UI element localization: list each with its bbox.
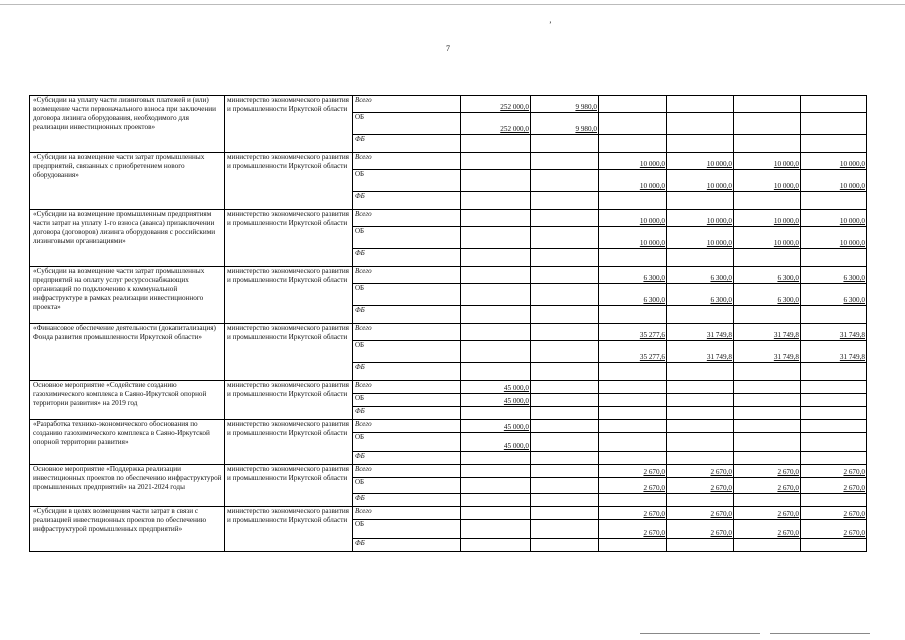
- value-cell: [734, 192, 801, 210]
- value-total: 2 670,0: [643, 468, 665, 476]
- value-regional: 6 300,0: [643, 296, 665, 304]
- funding-source: ОБ: [353, 284, 461, 306]
- responsible-org: министерство экономического развития и промышленности Иркутской области: [225, 324, 353, 381]
- value-cell: [461, 192, 531, 210]
- value-regional: 6 300,0: [710, 296, 732, 304]
- funding-source: Всего: [353, 324, 461, 341]
- value-cell: [801, 324, 867, 341]
- table-row: [30, 420, 867, 433]
- value-regional: 10 000,0: [773, 239, 799, 247]
- value-cell: [801, 394, 867, 407]
- value-regional: 6 300,0: [843, 296, 865, 304]
- value-cell: [461, 381, 531, 394]
- value-cell: [734, 170, 801, 192]
- value-cell: [599, 324, 667, 341]
- value-cell: [531, 452, 599, 465]
- value-regional: 2 670,0: [843, 529, 865, 537]
- table-row: [30, 210, 867, 227]
- value-regional: 31 749,8: [706, 353, 732, 361]
- value-regional: 45 000,0: [503, 397, 529, 405]
- value-total: 10 000,0: [773, 217, 799, 225]
- value-total: 10 000,0: [839, 160, 865, 168]
- value-cell: [734, 324, 801, 341]
- value-total: 31 749,8: [706, 331, 732, 339]
- value-cell: [531, 520, 599, 539]
- value-cell: [734, 135, 801, 153]
- value-cell: [667, 192, 734, 210]
- value-cell: [461, 520, 531, 539]
- value-cell: [599, 539, 667, 552]
- value-cell: [734, 433, 801, 452]
- value-cell: [599, 394, 667, 407]
- value-cell: [667, 494, 734, 507]
- value-total: 9 980,0: [575, 103, 597, 111]
- funding-source: ФБ: [353, 306, 461, 324]
- value-cell: [599, 433, 667, 452]
- value-cell: [734, 465, 801, 478]
- table-row: [30, 507, 867, 520]
- value-cell: [801, 465, 867, 478]
- value-cell: [801, 267, 867, 284]
- value-cell: [801, 96, 867, 113]
- table-row: [30, 96, 867, 113]
- value-cell: [461, 478, 531, 494]
- value-cell: [667, 520, 734, 539]
- value-cell: [461, 284, 531, 306]
- value-cell: [531, 210, 599, 227]
- value-regional: 2 670,0: [643, 484, 665, 492]
- value-regional: 35 277,6: [639, 353, 665, 361]
- value-regional: 10 000,0: [639, 239, 665, 247]
- funding-source: ОБ: [353, 433, 461, 452]
- table-body: [30, 96, 867, 552]
- value-cell: [461, 539, 531, 552]
- value-cell: [667, 210, 734, 227]
- value-total: 45 000,0: [503, 423, 529, 431]
- value-cell: [599, 407, 667, 420]
- value-cell: [801, 478, 867, 494]
- funding-source: ФБ: [353, 135, 461, 153]
- value-cell: [461, 507, 531, 520]
- value-cell: [461, 452, 531, 465]
- value-cell: [599, 113, 667, 135]
- funding-source: ФБ: [353, 192, 461, 210]
- value-cell: [801, 113, 867, 135]
- value-cell: [734, 407, 801, 420]
- value-regional: 6 300,0: [777, 296, 799, 304]
- value-cell: [461, 249, 531, 267]
- value-regional: 31 749,8: [839, 353, 865, 361]
- value-cell: [531, 539, 599, 552]
- responsible-org: министерство экономического развития и промышленности Иркутской области: [225, 465, 353, 507]
- value-cell: [734, 113, 801, 135]
- value-cell: [531, 192, 599, 210]
- funding-source: Всего: [353, 267, 461, 284]
- value-cell: [461, 363, 531, 381]
- value-cell: [801, 507, 867, 520]
- value-cell: [801, 306, 867, 324]
- value-cell: [734, 452, 801, 465]
- value-cell: [599, 267, 667, 284]
- value-total: 6 300,0: [777, 274, 799, 282]
- value-cell: [667, 381, 734, 394]
- funding-source: ФБ: [353, 249, 461, 267]
- value-cell: [667, 433, 734, 452]
- funding-source: Всего: [353, 381, 461, 394]
- value-cell: [599, 341, 667, 363]
- value-cell: [801, 284, 867, 306]
- value-cell: [599, 227, 667, 249]
- value-cell: [734, 227, 801, 249]
- value-cell: [667, 452, 734, 465]
- measure-name: «Субсидии на возмещение промышленным предприятиям части затрат на уплату 1-го взноса (аванса) призаключении договора (договоров) лизинга оборудования с российскими лизинговыми организациями»: [30, 210, 225, 267]
- value-cell: [531, 407, 599, 420]
- value-regional: 2 670,0: [710, 484, 732, 492]
- value-regional: 9 980,0: [575, 125, 597, 133]
- value-cell: [531, 324, 599, 341]
- value-total: 252 000,0: [500, 103, 529, 111]
- value-cell: [599, 452, 667, 465]
- value-cell: [667, 341, 734, 363]
- funding-source: ОБ: [353, 478, 461, 494]
- value-total: 31 749,8: [773, 331, 799, 339]
- value-total: 2 670,0: [643, 510, 665, 518]
- value-regional: 10 000,0: [839, 239, 865, 247]
- value-cell: [734, 381, 801, 394]
- top-rule: [0, 4, 905, 5]
- value-cell: [461, 324, 531, 341]
- value-cell: [667, 363, 734, 381]
- value-cell: [531, 135, 599, 153]
- value-cell: [734, 520, 801, 539]
- value-cell: [801, 363, 867, 381]
- funding-source: ОБ: [353, 227, 461, 249]
- table-row: [30, 267, 867, 284]
- value-cell: [461, 210, 531, 227]
- value-cell: [599, 96, 667, 113]
- value-regional: 10 000,0: [839, 182, 865, 190]
- value-cell: [599, 507, 667, 520]
- value-cell: [734, 539, 801, 552]
- funding-source: ОБ: [353, 520, 461, 539]
- table-row: [30, 324, 867, 341]
- value-cell: [599, 420, 667, 433]
- value-cell: [667, 420, 734, 433]
- funding-source: Всего: [353, 210, 461, 227]
- value-cell: [667, 249, 734, 267]
- value-total: 2 670,0: [843, 510, 865, 518]
- value-cell: [667, 324, 734, 341]
- responsible-org: министерство экономического развития и промышленности Иркутской области: [225, 420, 353, 465]
- value-cell: [599, 363, 667, 381]
- value-cell: [461, 96, 531, 113]
- value-regional: 10 000,0: [706, 182, 732, 190]
- responsible-org: министерство экономического развития и промышленности Иркутской области: [225, 381, 353, 420]
- value-cell: [801, 153, 867, 170]
- value-cell: [667, 478, 734, 494]
- value-cell: [801, 135, 867, 153]
- value-cell: [734, 494, 801, 507]
- value-cell: [599, 381, 667, 394]
- funding-source: ОБ: [353, 341, 461, 363]
- value-cell: [461, 433, 531, 452]
- value-cell: [801, 227, 867, 249]
- responsible-org: министерство экономического развития и промышленности Иркутской области: [225, 267, 353, 324]
- value-cell: [531, 153, 599, 170]
- value-cell: [667, 135, 734, 153]
- value-cell: [734, 210, 801, 227]
- value-cell: [801, 381, 867, 394]
- funding-source: Всего: [353, 420, 461, 433]
- value-cell: [531, 507, 599, 520]
- value-cell: [531, 341, 599, 363]
- value-cell: [531, 267, 599, 284]
- value-cell: [734, 507, 801, 520]
- value-cell: [461, 113, 531, 135]
- value-cell: [734, 284, 801, 306]
- value-cell: [531, 394, 599, 407]
- value-regional: 2 670,0: [777, 529, 799, 537]
- funding-source: ОБ: [353, 113, 461, 135]
- value-cell: [531, 249, 599, 267]
- value-cell: [599, 306, 667, 324]
- value-cell: [599, 494, 667, 507]
- value-regional: 10 000,0: [706, 239, 732, 247]
- value-cell: [801, 520, 867, 539]
- value-total: 2 670,0: [710, 468, 732, 476]
- funding-source: ФБ: [353, 452, 461, 465]
- value-cell: [734, 478, 801, 494]
- value-cell: [461, 420, 531, 433]
- measure-name: Основное мероприятие «Поддержка реализации инвестиционных проектов по обеспечению инфраструктурой промышленных предприятий» на 2021-2024 годы: [30, 465, 225, 507]
- value-cell: [667, 113, 734, 135]
- value-cell: [801, 494, 867, 507]
- value-cell: [461, 494, 531, 507]
- value-cell: [734, 341, 801, 363]
- value-regional: 2 670,0: [643, 529, 665, 537]
- bottom-rule-left: [640, 633, 760, 634]
- value-cell: [801, 433, 867, 452]
- value-cell: [461, 135, 531, 153]
- funding-source: ОБ: [353, 170, 461, 192]
- value-cell: [801, 170, 867, 192]
- value-cell: [599, 135, 667, 153]
- value-cell: [461, 306, 531, 324]
- value-cell: [531, 113, 599, 135]
- value-total: 10 000,0: [706, 160, 732, 168]
- value-regional: 2 670,0: [843, 484, 865, 492]
- corner-mark: ʼ: [549, 20, 552, 29]
- value-cell: [667, 170, 734, 192]
- value-cell: [599, 520, 667, 539]
- value-cell: [801, 539, 867, 552]
- value-total: 2 670,0: [710, 510, 732, 518]
- value-cell: [667, 284, 734, 306]
- value-cell: [461, 465, 531, 478]
- responsible-org: министерство экономического развития и промышленности Иркутской области: [225, 210, 353, 267]
- value-cell: [531, 96, 599, 113]
- funding-source: ФБ: [353, 407, 461, 420]
- table-row: [30, 153, 867, 170]
- responsible-org: министерство экономического развития и промышленности Иркутской области: [225, 507, 353, 552]
- value-regional: 10 000,0: [773, 182, 799, 190]
- value-cell: [667, 267, 734, 284]
- value-cell: [667, 539, 734, 552]
- value-total: 10 000,0: [639, 160, 665, 168]
- value-cell: [461, 341, 531, 363]
- value-cell: [667, 407, 734, 420]
- value-cell: [801, 420, 867, 433]
- measure-name: «Субсидии в целях возмещения части затрат в связи с реализацией инвестиционных проектов по обеспечению инфраструктурой промышленных предприятий»: [30, 507, 225, 552]
- value-regional: 2 670,0: [777, 484, 799, 492]
- value-total: 2 670,0: [777, 510, 799, 518]
- funding-source: Всего: [353, 153, 461, 170]
- value-cell: [667, 96, 734, 113]
- table-row: [30, 465, 867, 478]
- value-cell: [801, 452, 867, 465]
- measure-name: «Субсидии на возмещение части затрат промышленных предприятий на оплату услуг ресурсоснабжающих организаций по подключению к коммунальной инфраструктуре в рамках реализации инвестиционного проекта»: [30, 267, 225, 324]
- value-total: 35 277,6: [639, 331, 665, 339]
- value-total: 2 670,0: [777, 468, 799, 476]
- value-cell: [461, 227, 531, 249]
- value-regional: 31 749,8: [773, 353, 799, 361]
- value-cell: [734, 420, 801, 433]
- value-cell: [599, 284, 667, 306]
- value-cell: [461, 407, 531, 420]
- bottom-rule-right: [770, 633, 870, 634]
- value-cell: [734, 96, 801, 113]
- budget-table: [29, 95, 867, 552]
- value-regional: 252 000,0: [500, 125, 529, 133]
- value-cell: [531, 433, 599, 452]
- value-cell: [667, 227, 734, 249]
- value-cell: [667, 465, 734, 478]
- value-cell: [667, 306, 734, 324]
- value-cell: [801, 341, 867, 363]
- value-cell: [599, 210, 667, 227]
- value-total: 2 670,0: [843, 468, 865, 476]
- value-cell: [531, 284, 599, 306]
- value-cell: [531, 363, 599, 381]
- funding-source: ОБ: [353, 394, 461, 407]
- funding-source: ФБ: [353, 363, 461, 381]
- value-cell: [734, 249, 801, 267]
- funding-source: Всего: [353, 507, 461, 520]
- value-cell: [801, 210, 867, 227]
- value-cell: [599, 478, 667, 494]
- value-cell: [531, 478, 599, 494]
- measure-name: «Разработка технико-экономического обоснования по созданию газохимического комплекса в Саяно-Иркутской опорной территории развития»: [30, 420, 225, 465]
- value-regional: 45 000,0: [503, 442, 529, 450]
- value-cell: [461, 170, 531, 192]
- value-cell: [734, 363, 801, 381]
- value-cell: [599, 465, 667, 478]
- value-cell: [667, 507, 734, 520]
- value-total: 45 000,0: [503, 384, 529, 392]
- value-cell: [734, 306, 801, 324]
- funding-source: Всего: [353, 96, 461, 113]
- value-cell: [599, 192, 667, 210]
- value-cell: [531, 227, 599, 249]
- funding-source: Всего: [353, 465, 461, 478]
- value-total: 6 300,0: [710, 274, 732, 282]
- value-cell: [734, 153, 801, 170]
- value-regional: 10 000,0: [639, 182, 665, 190]
- value-cell: [599, 249, 667, 267]
- value-cell: [461, 153, 531, 170]
- funding-source: ФБ: [353, 539, 461, 552]
- value-total: 6 300,0: [643, 274, 665, 282]
- measure-name: «Субсидии на уплату части лизинговых платежей и (или) возмещение части первоначального взноса при заключении договора лизинга оборудования, необходимого для реализации инвестиционных проектов»: [30, 96, 225, 153]
- value-regional: 2 670,0: [710, 529, 732, 537]
- value-cell: [801, 249, 867, 267]
- value-cell: [667, 394, 734, 407]
- value-total: 10 000,0: [639, 217, 665, 225]
- value-cell: [801, 407, 867, 420]
- measure-name: «Субсидии на возмещение части затрат промышленных предприятий, связанных с приобретением нового оборудования»: [30, 153, 225, 210]
- value-cell: [531, 465, 599, 478]
- value-total: 10 000,0: [706, 217, 732, 225]
- value-cell: [734, 267, 801, 284]
- value-total: 31 749,8: [839, 331, 865, 339]
- responsible-org: министерство экономического развития и промышленности Иркутской области: [225, 153, 353, 210]
- value-cell: [801, 192, 867, 210]
- value-cell: [531, 494, 599, 507]
- value-cell: [531, 306, 599, 324]
- value-cell: [531, 420, 599, 433]
- value-total: 10 000,0: [839, 217, 865, 225]
- funding-source: ФБ: [353, 494, 461, 507]
- value-cell: [531, 170, 599, 192]
- value-cell: [734, 394, 801, 407]
- value-total: 10 000,0: [773, 160, 799, 168]
- value-cell: [461, 394, 531, 407]
- value-cell: [531, 381, 599, 394]
- value-cell: [599, 153, 667, 170]
- measure-name: Основное мероприятие «Содействие созданию газохимического комплекса в Саяно-Иркутской опорной территории развития» на 2019 год: [30, 381, 225, 420]
- value-cell: [599, 170, 667, 192]
- measure-name: «Финансовое обеспечение деятельности (докапитализация) Фонда развития промышленности Иркутской области»: [30, 324, 225, 381]
- value-cell: [461, 267, 531, 284]
- value-total: 6 300,0: [843, 274, 865, 282]
- value-cell: [667, 153, 734, 170]
- table-row: [30, 381, 867, 394]
- page-number: 7: [446, 44, 450, 53]
- responsible-org: министерство экономического развития и промышленности Иркутской области: [225, 96, 353, 153]
